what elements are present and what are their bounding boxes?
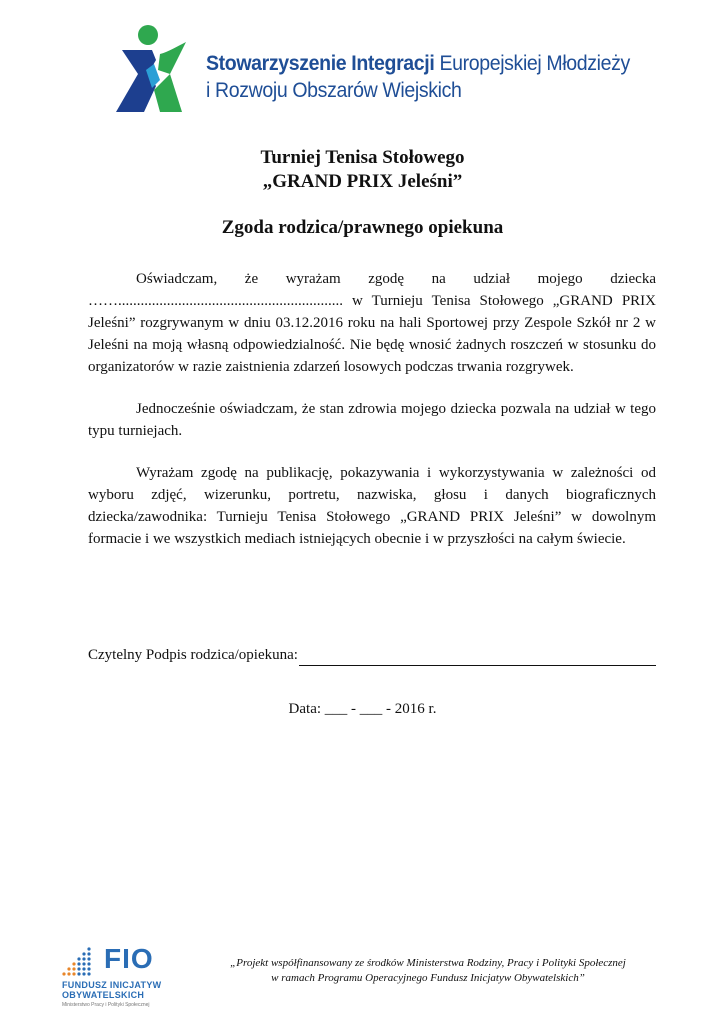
organization-name — [206, 50, 630, 104]
consent-paragraph: Oświadczam, że wyrażam zgodę na udział mojego dziecka ……............................................................ w Turnieju Tenisa Stołowego „GRAND PRIX Jeleśni” rozgrywanym w dniu 03.12.2016 roku na hali Sportowej przy Zespole Szkół nr 2 w Jeleśni na moją własną odpowiedzialność. Nie będę wnosić żadnych roszczeń w stosunku do organizatorów w razie zaistnienia zdarzeń losowych podczas trwania rozgrywek. — [88, 271, 656, 375]
organization-logo — [108, 24, 194, 116]
fio-logo-line2: OBYWATELSKICH — [62, 990, 145, 1000]
funding-note — [178, 956, 678, 986]
signature-line[interactable] — [299, 649, 656, 666]
health-paragraph: Jednocześnie oświadczam, że stan zdrowia mojego dziecka pozwala na udział w tego typu turniejach. — [88, 401, 656, 439]
funding-note-line2: w ramach Programu Operacyjnego Fundusz Inicjatyw Obywatelskich” — [271, 972, 585, 984]
fio-logo — [58, 944, 170, 1014]
signature-label: Czytelny Podpis rodzica/opiekuna: — [88, 647, 298, 663]
organization-name-bold: Stowarzyszenie Integracji — [206, 52, 435, 75]
fio-dots-icon — [60, 946, 104, 978]
organization-name-rest: Europejskiej Młodzieży — [434, 52, 630, 75]
date-line: Data: ___ - ___ - 2016 r. — [288, 701, 437, 717]
fio-logo-line1: FUNDUSZ INICJATYW — [62, 980, 162, 990]
fio-logo-big: FIO — [104, 943, 154, 974]
organization-name-line2: i Rozwoju Obszarów Wiejskich — [206, 79, 462, 102]
page-header — [108, 24, 668, 120]
document-titles — [0, 146, 725, 240]
document-title-line2: „GRAND PRIX Jeleśni” — [262, 171, 463, 192]
fio-logo-ministry: Ministerstwo Pracy i Polityki Społecznej — [62, 1002, 150, 1008]
document-title-line1: Turniej Tenisa Stołowego — [260, 147, 465, 168]
funding-note-line1: „Projekt współfinansowany ze środków Ministerstwa Rodziny, Pracy i Polityki Społecznej — [230, 957, 626, 969]
document-body — [88, 268, 656, 550]
document-subtitle: Zgoda rodzica/prawnego opiekuna — [221, 217, 504, 238]
signature-row — [88, 644, 656, 666]
publication-paragraph: Wyrażam zgodę na publikację, pokazywania i wykorzystywania w zależności od wyboru zdjęć, wizerunku, portretu, nazwiska, głosu i danych biograficznych dziecka/zawodnika: Turnieju Tenisa Stołowego „GRAND PRIX Jeleśni” w dowolnym formacie i we wszystkich mediach istniejących obecnie i w przyszłości na całym świecie. — [88, 465, 656, 547]
